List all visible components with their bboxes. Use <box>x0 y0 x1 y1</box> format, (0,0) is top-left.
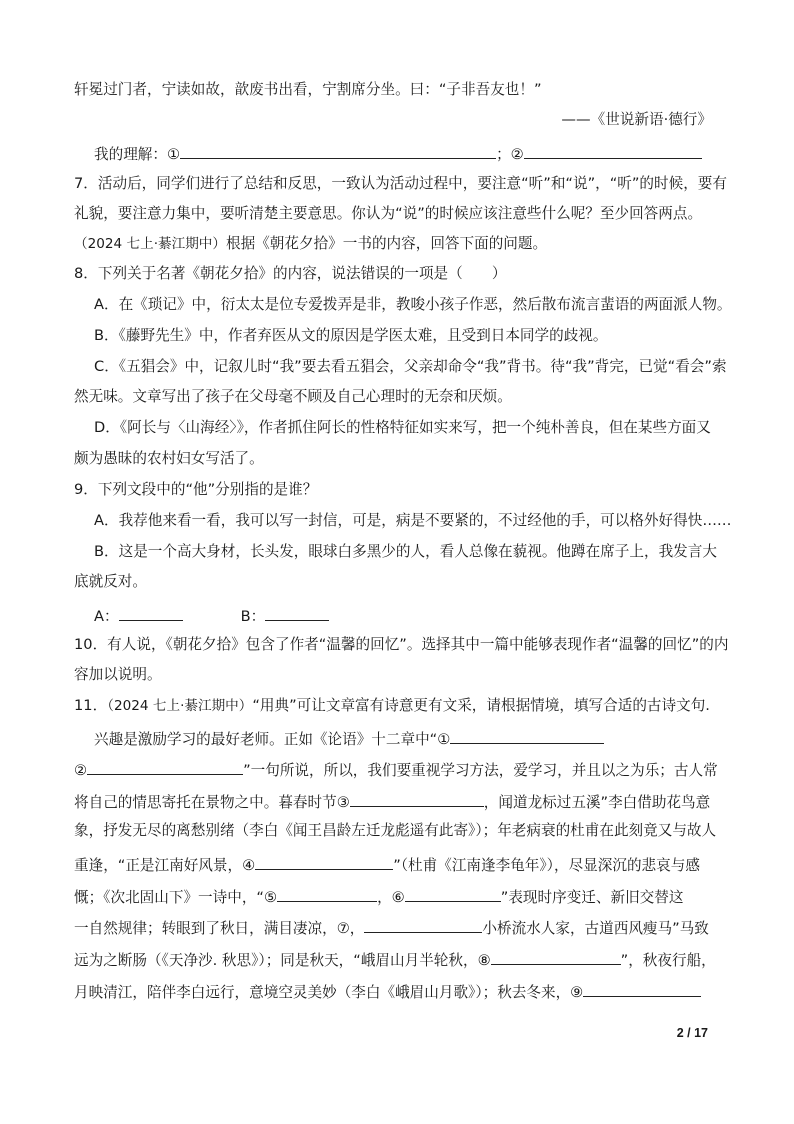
passage-source: ——《世说新语·德行》 <box>561 111 712 128</box>
passage-last-line: 轩冕过门者，宁读如故，歆废书出看，宁割席分坐。曰：“子非吾友也！” <box>74 81 542 98</box>
fill-text: 重逢，“正是江南好风景，④ <box>74 857 256 874</box>
question-7-line-1: 7．活动后，同学们进行了总结和反思，一致认为活动过程中，要注意“听”和“说”，“听”的时候，要有 <box>74 175 727 192</box>
option-8a: A．在《琐记》中，衍太太是位专爱拨弄是非，教唆小孩子作恶，然后散布流言蜚语的两面派人物。 <box>94 296 732 313</box>
fill-text: ”（杜甫《江南逢李龟年》），尽显深沉的悲哀与感 <box>393 857 700 874</box>
option-8d-line-1: D．《阿长与〈山海经〉》，作者抓住阿长的性格特征如实来写，把一个纯朴善良，但在某些方面又 <box>94 419 711 436</box>
fill-line-1 <box>94 727 604 750</box>
fill-line-8 <box>74 948 716 971</box>
fill-text: ，⑥ <box>377 889 405 906</box>
poem-blank-6[interactable] <box>405 885 501 902</box>
fill-text: 远为之断肠（《天净沙. 秋思》）；同是秋天，“峨眉山月半轮秋，⑧ <box>74 952 491 969</box>
answer-9b-label: B： <box>240 608 266 625</box>
my-understanding-line <box>94 142 702 165</box>
option-8d-line-2: 颇为愚昧的农村妇女写活了。 <box>74 450 264 467</box>
source-tag: （2024 七上·綦江期中） <box>74 236 226 252</box>
fill-line-9 <box>74 980 701 1003</box>
question-10-line-2: 容加以说明。 <box>74 666 162 683</box>
fill-line-7 <box>74 916 709 939</box>
page-number: 2 / 17 <box>676 1026 708 1040</box>
fill-line-6 <box>74 885 683 908</box>
source-tag: （2024 七上·綦江期中） <box>107 698 253 714</box>
fill-text: 月映清江，陪伴李白远行，意境空灵美妙（李白《峨眉山月歌》）；秋去冬来，⑨ <box>74 984 584 1001</box>
option-8c-line-2: 然无味。文章写出了孩子在父母毫不顾及自己心理时的无奈和厌烦。 <box>74 388 512 405</box>
poem-blank-4[interactable] <box>255 853 393 870</box>
fill-line-5 <box>74 853 700 876</box>
fill-line-2 <box>74 758 718 781</box>
fill-text: ② <box>74 762 88 779</box>
poem-blank-7[interactable] <box>364 916 482 933</box>
question-9: 9．下列文段中的“他”分别指的是谁？ <box>74 481 318 498</box>
question-11 <box>74 696 710 716</box>
fill-text: 慨；《次北固山下》一诗中，“⑤ <box>74 889 278 906</box>
my-understanding-label: 我的理解：① <box>94 146 181 163</box>
poem-blank-3[interactable] <box>350 790 484 807</box>
passage-9a: A．我荐他来看一看，我可以写一封信，可是，病是不要紧的，不过经他的手，可以格外好得快…… <box>94 512 732 529</box>
fill-text: ，闻道龙标过五溪”李白借助花鸟意 <box>483 794 711 811</box>
question-7-line-2: 礼貌，要注意力集中，要听清楚主要意思。你认为“说”的时候应该注意些什么呢？至少回答两点。 <box>74 205 703 222</box>
fill-text: ”表现时序变迁、新旧交替这 <box>500 889 684 906</box>
fill-line-3 <box>74 790 710 813</box>
separator: ；② <box>496 146 524 163</box>
answer-blank-1[interactable] <box>180 142 496 159</box>
poem-blank-8[interactable] <box>491 948 621 965</box>
poem-blank-1[interactable] <box>450 727 604 744</box>
poem-blank-5[interactable] <box>277 885 377 902</box>
passage-9b-line-2: 底就反对。 <box>74 573 147 590</box>
answer-9b-blank[interactable] <box>265 604 329 621</box>
fill-text: 兴趣是激励学习的最好老师。正如《论语》十二章中“① <box>94 731 451 748</box>
option-8b: B．《藤野先生》中，作者弃医从文的原因是学医太难，且受到日本同学的歧视。 <box>94 327 608 344</box>
answer-9a-label: A： <box>94 608 119 625</box>
poem-blank-9[interactable] <box>583 980 701 997</box>
fill-text: 一自然规律；转眼到了秋日，满目凄凉，⑦， <box>74 920 365 937</box>
fill-text: 小桥流水人家，古道西风瘦马”马致 <box>482 920 709 937</box>
passage-9b-line-1: B．这是一个高大身材，长头发，眼球白多黑少的人，看人总像在藐视。他蹲在席子上，我发言大 <box>94 543 717 560</box>
answer-9a-blank[interactable] <box>119 604 183 621</box>
fill-text: ”，秋夜行船， <box>620 952 716 969</box>
answer-blank-2[interactable] <box>524 142 702 159</box>
fill-line-4: 象，抒发无尽的离愁别绪（李白《闻王昌龄左迁龙彪遥有此寄》）；年老病衰的杜甫在此刻竟又与故人 <box>74 822 717 839</box>
answer-9-line <box>94 604 329 627</box>
section-intro <box>74 234 547 254</box>
question-11-text: “用典”可让文章富有诗意更有文采，请根据情境，填写合适的古诗文句. <box>252 697 710 714</box>
poem-blank-2[interactable] <box>87 758 243 775</box>
option-8c-line-1: C．《五猖会》中，记叙儿时“我”要去看五猖会，父亲却命令“我”背书。待“我”背完，已觉“看会”索 <box>94 358 727 375</box>
section-intro-text: 根据《朝花夕拾》一书的内容，回答下面的问题。 <box>226 235 548 252</box>
fill-text: ”一句所说，所以，我们要重视学习方法，爱学习，并且以之为乐；古人常 <box>243 762 718 779</box>
question-11-number: 11． <box>74 697 108 714</box>
question-8: 8．下列关于名著《朝花夕拾》的内容，说法错误的一项是（ ） <box>74 265 507 282</box>
question-10-line-1: 10．有人说，《朝花夕拾》包含了作者“温馨的回忆”。选择其中一篇中能够表现作者“温馨的回忆”的内 <box>74 636 729 653</box>
fill-text: 将自己的情思寄托在景物之中。暮春时节③ <box>74 794 350 811</box>
